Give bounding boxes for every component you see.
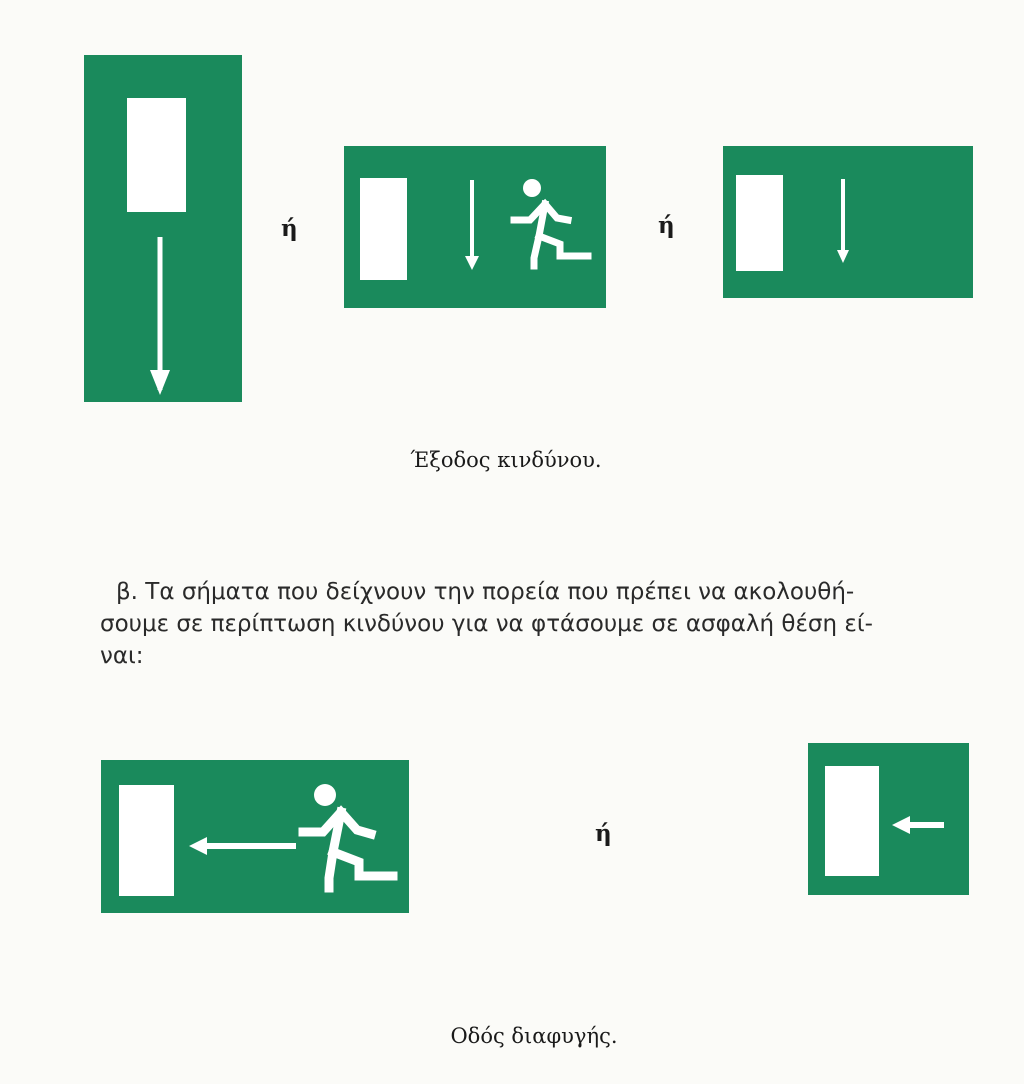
exit-sign-with-running-man xyxy=(344,146,606,308)
caption-escape: Οδός διαφυγής. xyxy=(450,1024,618,1048)
door-symbol xyxy=(360,178,407,280)
door-symbol xyxy=(736,175,783,271)
or-separator-2: ή xyxy=(658,212,675,239)
arrow-down-head xyxy=(150,370,170,395)
door-arrow-left-running-man-icon xyxy=(101,760,409,913)
or-separator-1: ή xyxy=(281,215,298,242)
door-symbol xyxy=(119,785,174,896)
door-arrow-down-running-man-icon xyxy=(344,146,606,308)
escape-sign-with-running-man xyxy=(101,760,409,913)
paragraph-line-1: β. Τα σήματα που δείχνουν την πορεία που πρέπει να ακολουθή- xyxy=(116,579,855,605)
door-symbol xyxy=(127,98,186,212)
arrow-left-head xyxy=(189,837,207,855)
exit-sign-vertical xyxy=(84,55,242,402)
arrow-down-head xyxy=(465,256,479,270)
running-man-figure xyxy=(514,179,588,266)
door-arrow-down-icon xyxy=(723,146,973,298)
or-separator-3: ή xyxy=(595,820,612,847)
arrow-down-head xyxy=(837,250,849,263)
door-symbol xyxy=(825,766,879,876)
exit-sign-horizontal xyxy=(723,146,973,298)
paragraph-line-2: σουμε σε περίπτωση κινδύνου για να φτάσουμε σε ασφαλή θέση εί- xyxy=(100,611,873,637)
door-arrow-down-icon xyxy=(84,55,242,402)
arrow-left-head xyxy=(892,816,910,834)
caption-exit: Έξοδος κινδύνου. xyxy=(410,448,602,472)
running-man-figure xyxy=(303,784,393,888)
escape-sign-compact xyxy=(808,743,969,895)
door-arrow-left-icon xyxy=(808,743,969,895)
paragraph-line-3: ναι: xyxy=(100,643,144,669)
body-paragraph xyxy=(100,576,1006,672)
